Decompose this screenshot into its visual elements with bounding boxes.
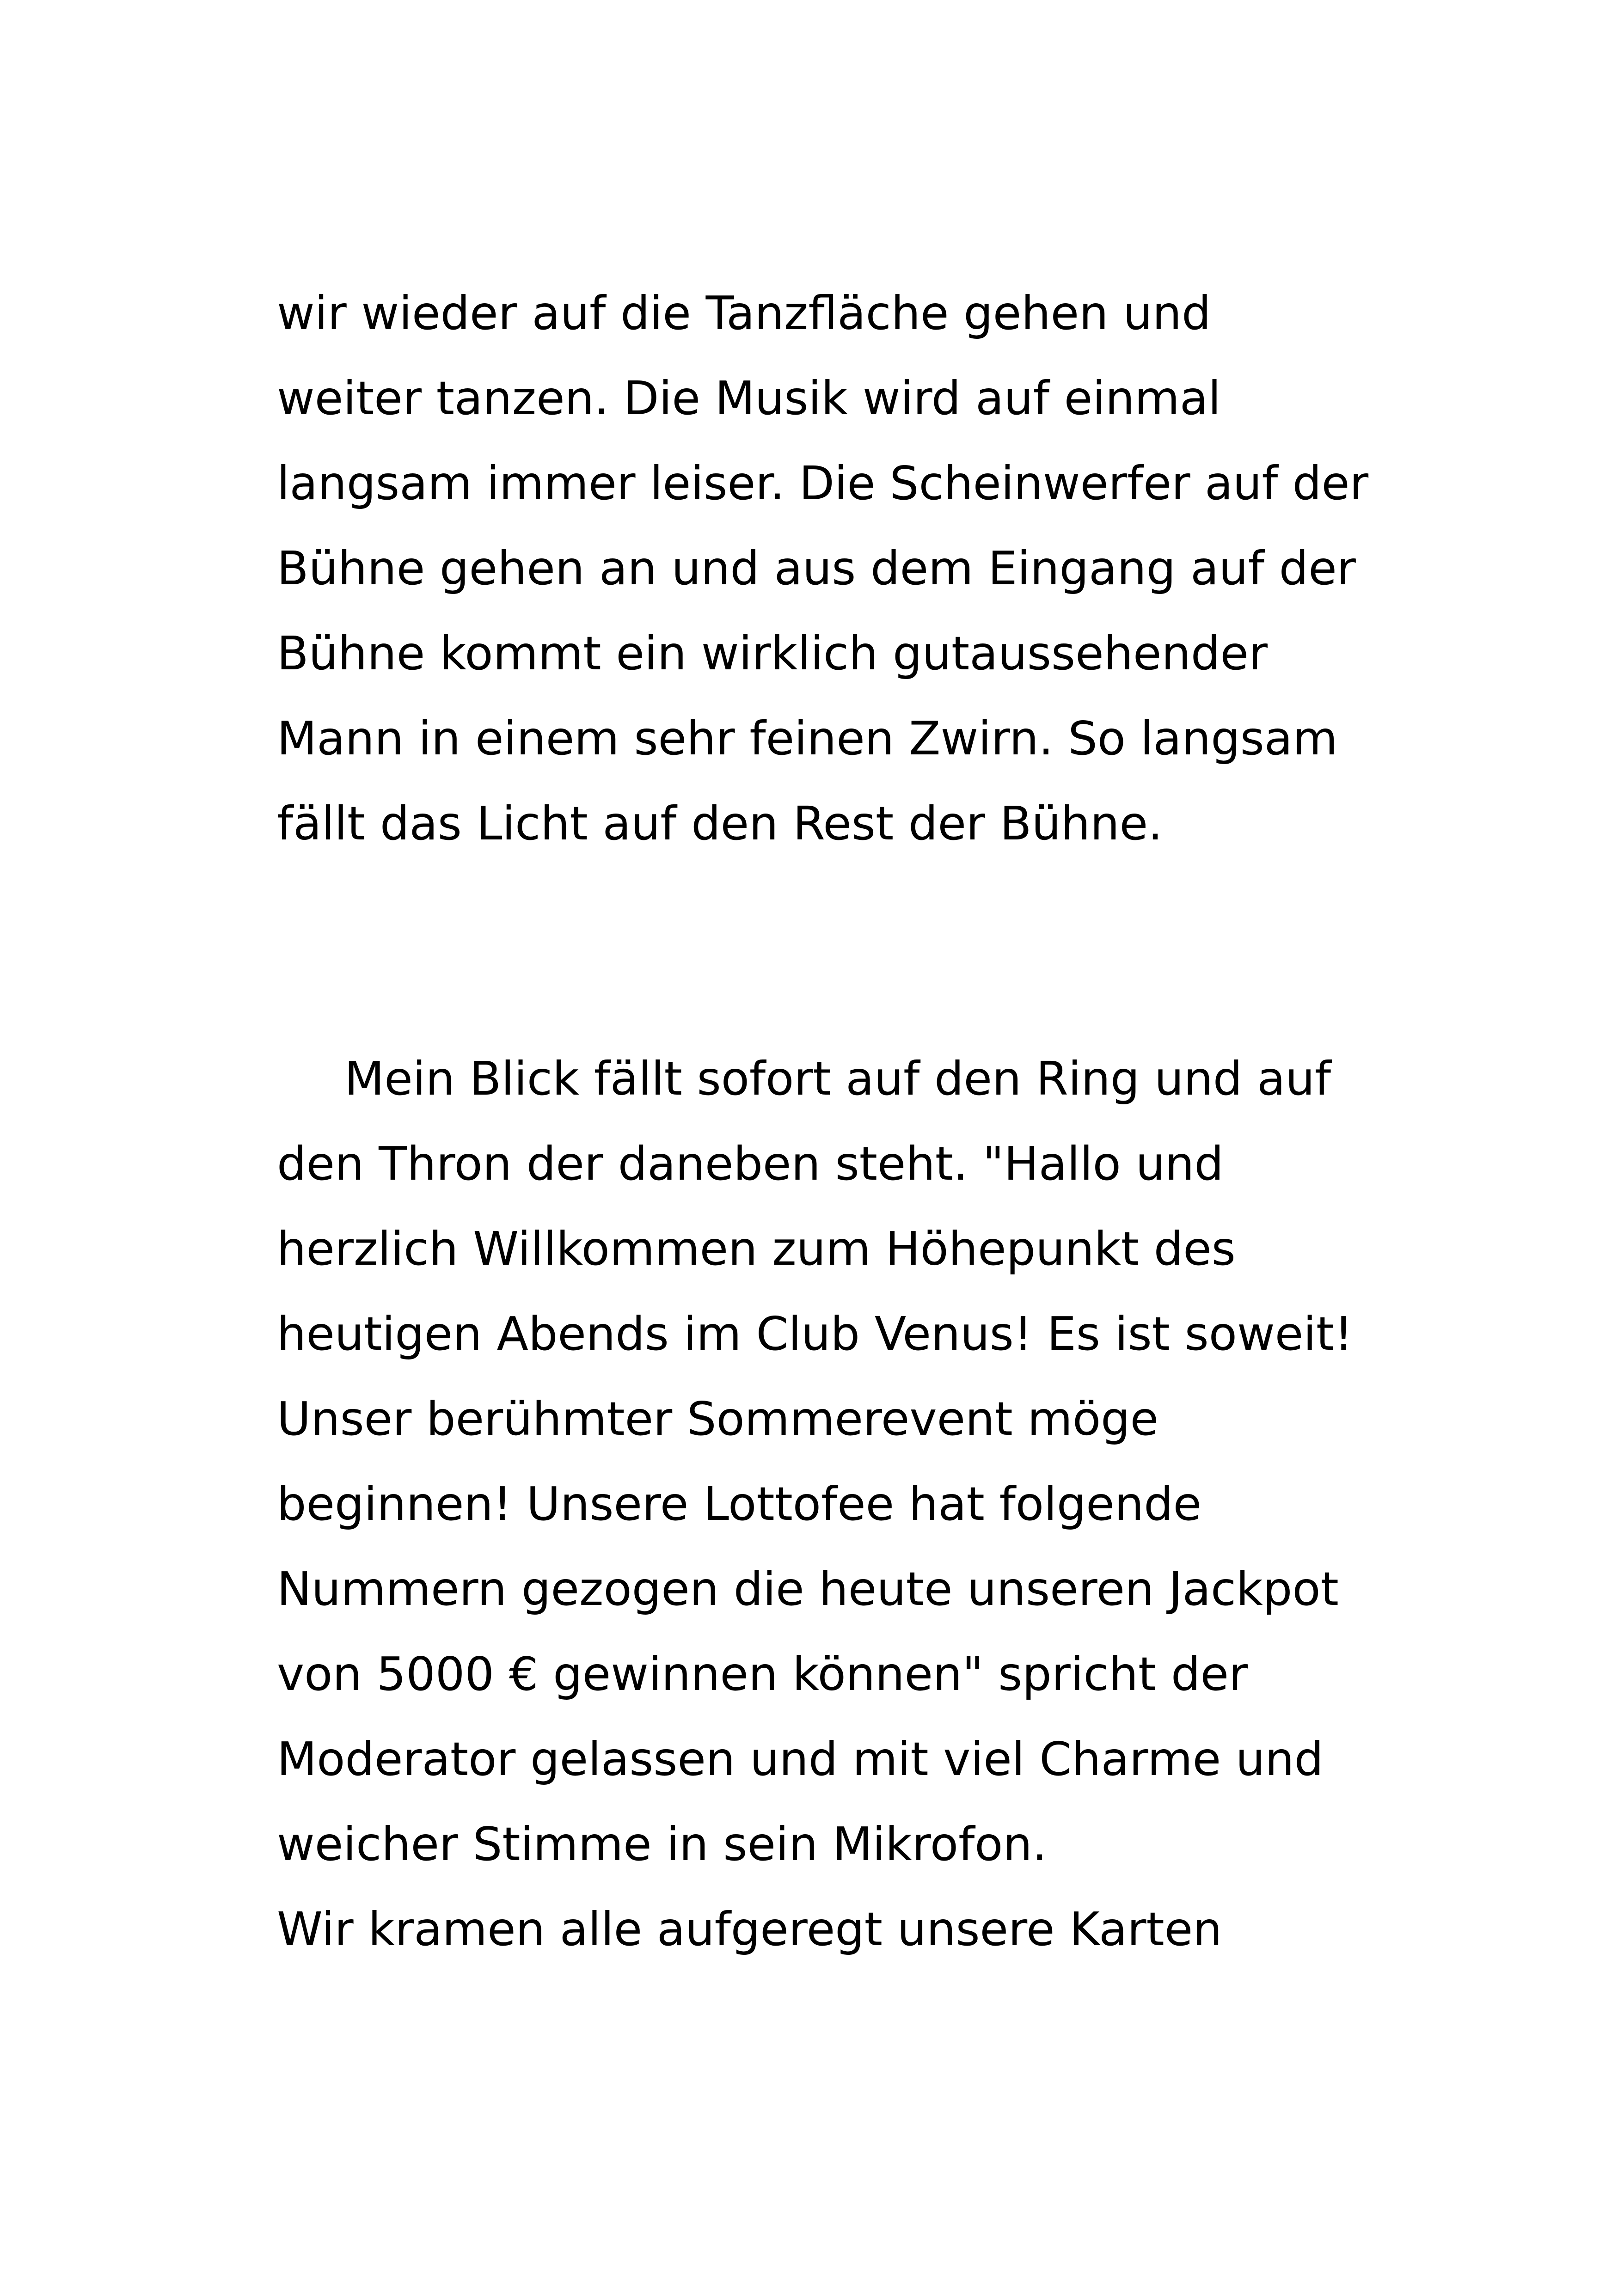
text-line: beginnen! Unsere Lottofee hat folgende [277,1477,1202,1531]
text-line: herzlich Willkommen zum Höhepunkt des [277,1222,1236,1276]
text-line: Unser berühmter Sommerevent möge [277,1392,1159,1446]
text-line: fällt das Licht auf den Rest der Bühne. [277,796,1163,851]
text-line: weicher Stimme in sein Mikrofon. [277,1817,1047,1871]
text-line: Mann in einem sehr feinen Zwirn. So langsam [277,711,1338,765]
text-line: wir wieder auf die Tanzfläche gehen und [277,286,1211,340]
text-line: heutigen Abends im Club Venus! Es ist soweit! [277,1307,1353,1361]
text-line: Nummern gezogen die heute unseren Jackpot [277,1562,1339,1616]
text-line: Wir kramen alle aufgeregt unsere Karten [277,1902,1222,1956]
text-line: den Thron der daneben steht. "Hallo und [277,1137,1224,1191]
text-line: Mein Blick fällt sofort auf den Ring und auf [344,1052,1331,1106]
text-line: Bühne kommt ein wirklich gutaussehender [277,626,1268,680]
text-line: Moderator gelassen und mit viel Charme und [277,1732,1324,1786]
text-line: Bühne gehen an und aus dem Eingang auf der [277,541,1356,595]
text-line: von 5000 € gewinnen können" spricht der [277,1647,1248,1701]
text-line: weiter tanzen. Die Musik wird auf einmal [277,371,1221,425]
text-line: langsam immer leiser. Die Scheinwerfer auf der [277,456,1369,510]
